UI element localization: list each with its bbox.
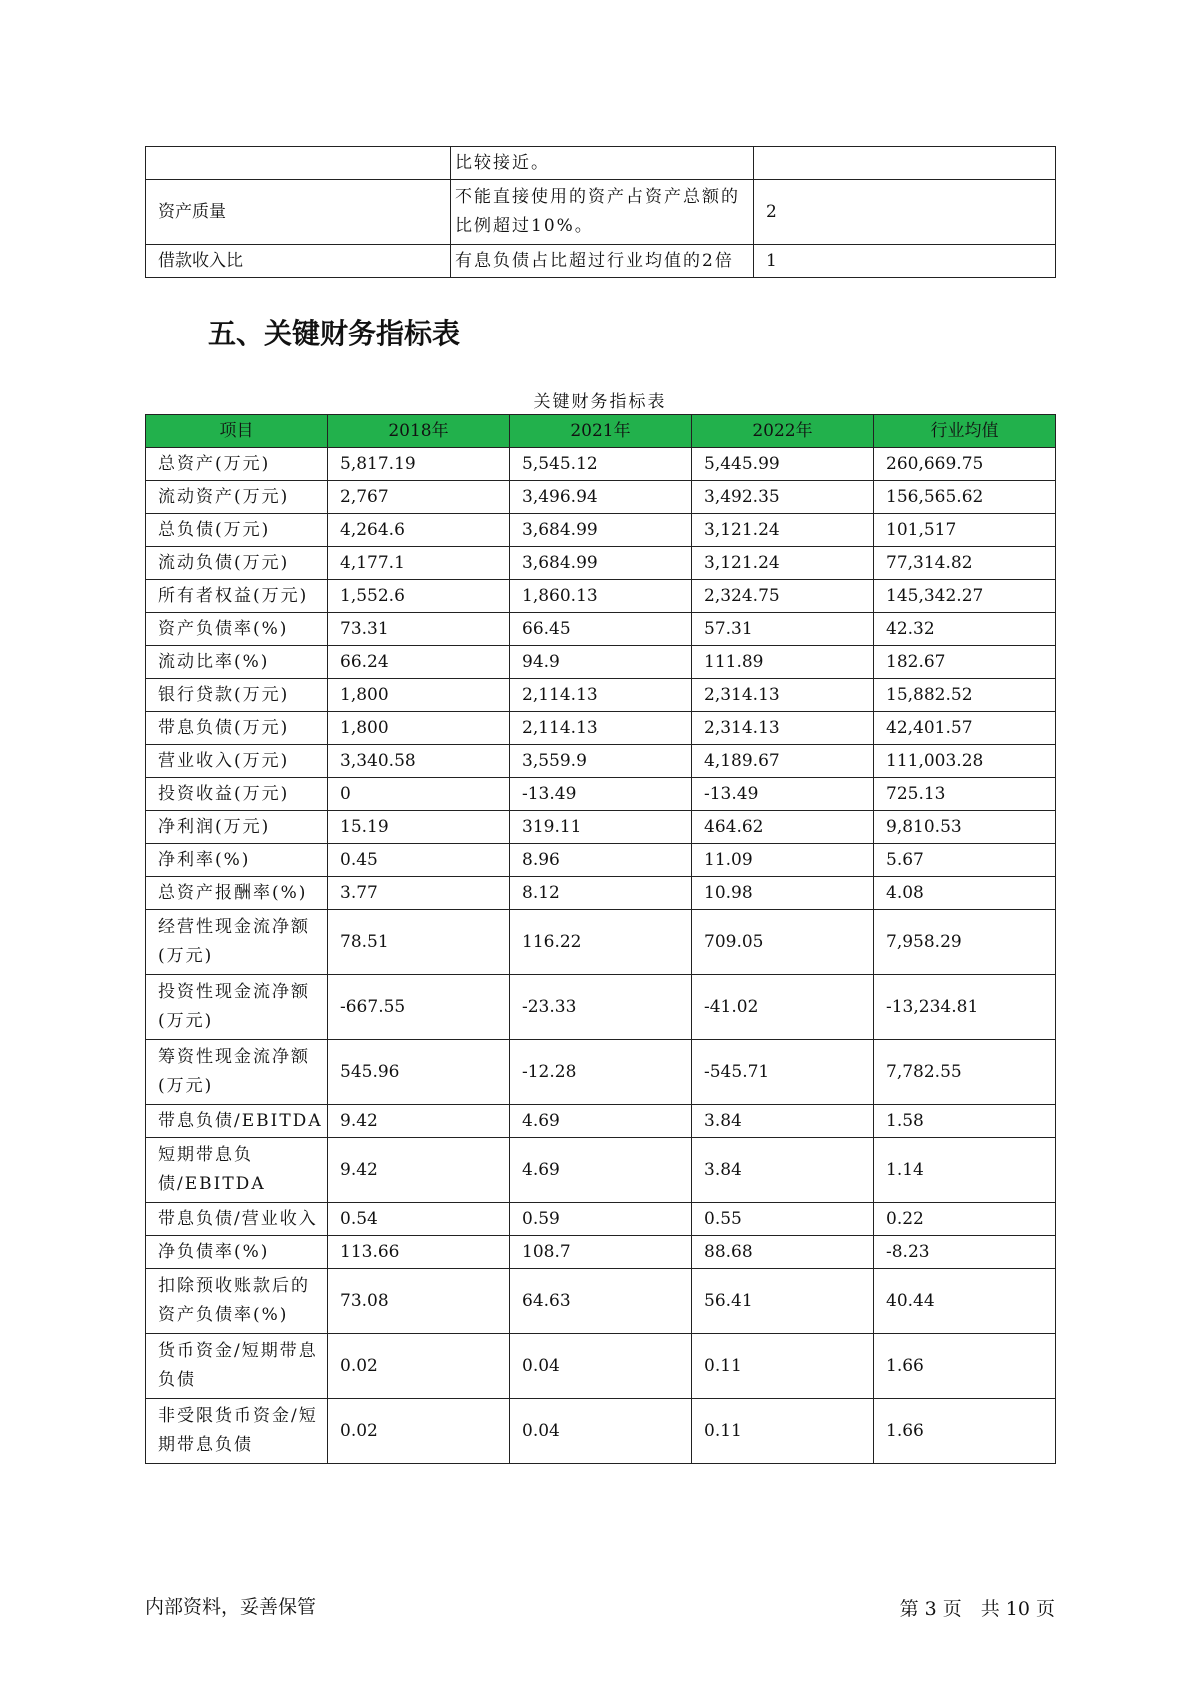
table-row [146,1236,1056,1269]
row-label: 净利率(%) [146,844,328,877]
value-2018: 5,817.19 [328,448,510,481]
table-row [146,1334,1056,1399]
row-label: 带息负债/营业收入 [146,1203,328,1236]
value-industry-average: 42,401.57 [874,712,1056,745]
value-2022: -13.49 [692,778,874,811]
value-2021: 0.04 [510,1334,692,1399]
table-row [146,1138,1056,1203]
value-2018: 0.02 [328,1334,510,1399]
value-2022: 3,121.24 [692,547,874,580]
value-2021: 4.69 [510,1105,692,1138]
value-2022: 57.31 [692,613,874,646]
value-industry-average: 1.66 [874,1334,1056,1399]
table-row [146,245,1056,278]
value-industry-average: 7,958.29 [874,910,1056,975]
value-2018: 3.77 [328,877,510,910]
header-item: 项目 [146,415,328,448]
value-2018: 1,800 [328,679,510,712]
table-row [146,679,1056,712]
table-row [146,745,1056,778]
value-2022: 111.89 [692,646,874,679]
value-2021: 8.96 [510,844,692,877]
value-2022: 0.11 [692,1334,874,1399]
row-label: 银行贷款(万元) [146,679,328,712]
value-2022: 11.09 [692,844,874,877]
value-2022: 0.55 [692,1203,874,1236]
value-2021: 64.63 [510,1269,692,1334]
row-label: 营业收入(万元) [146,745,328,778]
row-label: 经营性现金流净额(万元) [146,910,328,975]
value-2022: 3.84 [692,1105,874,1138]
value-2018: 545.96 [328,1040,510,1105]
table-row [146,547,1056,580]
key-financial-indicators-table [145,414,1056,1464]
value-2022: 709.05 [692,910,874,975]
value-2022: 3,492.35 [692,481,874,514]
value-2022: -545.71 [692,1040,874,1105]
row-label: 非受限货币资金/短期带息负债 [146,1399,328,1464]
criteria-score: 2 [754,180,1056,245]
value-industry-average: 725.13 [874,778,1056,811]
value-2018: 0.54 [328,1203,510,1236]
value-industry-average: 1.66 [874,1399,1056,1464]
value-2018: 1,552.6 [328,580,510,613]
table-row [146,580,1056,613]
table-row [146,778,1056,811]
value-industry-average: 156,565.62 [874,481,1056,514]
value-2018: 0 [328,778,510,811]
value-2022: 4,189.67 [692,745,874,778]
value-2021: 2,114.13 [510,679,692,712]
value-industry-average: 145,342.27 [874,580,1056,613]
row-label: 流动比率(%) [146,646,328,679]
value-2018: 1,800 [328,712,510,745]
value-industry-average: 15,882.52 [874,679,1056,712]
value-industry-average: 260,669.75 [874,448,1056,481]
row-label: 短期带息负债/EBITDA [146,1138,328,1203]
value-2021: 3,684.99 [510,514,692,547]
table-row [146,180,1056,245]
row-label: 扣除预收账款后的资产负债率(%) [146,1269,328,1334]
table-row [146,1105,1056,1138]
value-2022: 464.62 [692,811,874,844]
value-2021: 108.7 [510,1236,692,1269]
value-industry-average: 0.22 [874,1203,1056,1236]
confidential-notice: 内部资料，妥善保管 [145,1596,317,1618]
row-label: 流动负债(万元) [146,547,328,580]
value-2018: 15.19 [328,811,510,844]
value-2018: 66.24 [328,646,510,679]
row-label: 净负债率(%) [146,1236,328,1269]
value-2021: -13.49 [510,778,692,811]
header-2018: 2018年 [328,415,510,448]
table-row [146,613,1056,646]
header-2022: 2022年 [692,415,874,448]
criteria-score [754,147,1056,180]
value-2018: 0.45 [328,844,510,877]
row-label: 总资产报酬率(%) [146,877,328,910]
value-2022: 88.68 [692,1236,874,1269]
value-2021: -12.28 [510,1040,692,1105]
row-label: 总资产(万元) [146,448,328,481]
value-2018: 9.42 [328,1138,510,1203]
value-2021: 3,559.9 [510,745,692,778]
row-label: 净利润(万元) [146,811,328,844]
table-header-row [146,415,1056,448]
table-row [146,811,1056,844]
value-2021: 116.22 [510,910,692,975]
value-2021: 8.12 [510,877,692,910]
section-title: 五、关键财务指标表 [208,317,461,350]
row-label: 筹资性现金流净额(万元) [146,1040,328,1105]
value-2018: 113.66 [328,1236,510,1269]
value-2021: 4.69 [510,1138,692,1203]
row-label: 投资性现金流净额(万元) [146,975,328,1040]
value-2018: 2,767 [328,481,510,514]
value-industry-average: 40.44 [874,1269,1056,1334]
value-2022: 2,314.13 [692,712,874,745]
row-label: 带息负债/EBITDA [146,1105,328,1138]
value-2021: 1,860.13 [510,580,692,613]
value-2021: 319.11 [510,811,692,844]
table-row [146,910,1056,975]
value-2021: 5,545.12 [510,448,692,481]
value-2022: 2,324.75 [692,580,874,613]
value-2021: 94.9 [510,646,692,679]
value-2018: 0.02 [328,1399,510,1464]
criteria-item [146,147,451,180]
value-2018: 73.31 [328,613,510,646]
row-label: 资产负债率(%) [146,613,328,646]
value-2018: 3,340.58 [328,745,510,778]
value-2022: 3,121.24 [692,514,874,547]
value-industry-average: 4.08 [874,877,1056,910]
value-2022: 5,445.99 [692,448,874,481]
value-industry-average: 182.67 [874,646,1056,679]
table-row [146,147,1056,180]
value-industry-average: 1.14 [874,1138,1056,1203]
table-row [146,712,1056,745]
value-2018: 4,177.1 [328,547,510,580]
value-industry-average: 111,003.28 [874,745,1056,778]
value-2021: 3,684.99 [510,547,692,580]
criteria-description: 比较接近。 [451,147,754,180]
value-2021: 2,114.13 [510,712,692,745]
value-2022: 0.11 [692,1399,874,1464]
value-industry-average: 9,810.53 [874,811,1056,844]
value-industry-average: 77,314.82 [874,547,1056,580]
value-2022: -41.02 [692,975,874,1040]
table-row [146,1269,1056,1334]
row-label: 货币资金/短期带息负债 [146,1334,328,1399]
row-label: 所有者权益(万元) [146,580,328,613]
table-row [146,646,1056,679]
value-2021: 0.04 [510,1399,692,1464]
criteria-description: 有息负债占比超过行业均值的2倍 [451,245,754,278]
table-row [146,481,1056,514]
value-2018: 78.51 [328,910,510,975]
value-industry-average: 5.67 [874,844,1056,877]
criteria-item: 资产质量 [146,180,451,245]
value-industry-average: 42.32 [874,613,1056,646]
criteria-item: 借款收入比 [146,245,451,278]
value-industry-average: 101,517 [874,514,1056,547]
value-2022: 10.98 [692,877,874,910]
risk-criteria-table [145,146,1056,278]
value-industry-average: 7,782.55 [874,1040,1056,1105]
row-label: 总负债(万元) [146,514,328,547]
table-row [146,448,1056,481]
criteria-score: 1 [754,245,1056,278]
value-2022: 2,314.13 [692,679,874,712]
value-2021: 0.59 [510,1203,692,1236]
criteria-description: 不能直接使用的资产占资产总额的比例超过10%。 [451,180,754,245]
value-2021: 3,496.94 [510,481,692,514]
value-2018: -667.55 [328,975,510,1040]
value-2018: 4,264.6 [328,514,510,547]
table-row [146,1203,1056,1236]
value-industry-average: -13,234.81 [874,975,1056,1040]
table-row [146,877,1056,910]
table-row [146,1399,1056,1464]
page-number: 第 3 页 共 10 页 [899,1598,1055,1620]
row-label: 投资收益(万元) [146,778,328,811]
row-label: 流动资产(万元) [146,481,328,514]
value-industry-average: 1.58 [874,1105,1056,1138]
table-caption: 关键财务指标表 [533,392,667,412]
header-industry-average: 行业均值 [874,415,1056,448]
value-2022: 3.84 [692,1138,874,1203]
value-2018: 9.42 [328,1105,510,1138]
value-2021: 66.45 [510,613,692,646]
table-row [146,844,1056,877]
table-row [146,1040,1056,1105]
table-row [146,975,1056,1040]
value-2022: 56.41 [692,1269,874,1334]
header-2021: 2021年 [510,415,692,448]
value-industry-average: -8.23 [874,1236,1056,1269]
value-2018: 73.08 [328,1269,510,1334]
value-2021: -23.33 [510,975,692,1040]
table-row [146,514,1056,547]
row-label: 带息负债(万元) [146,712,328,745]
